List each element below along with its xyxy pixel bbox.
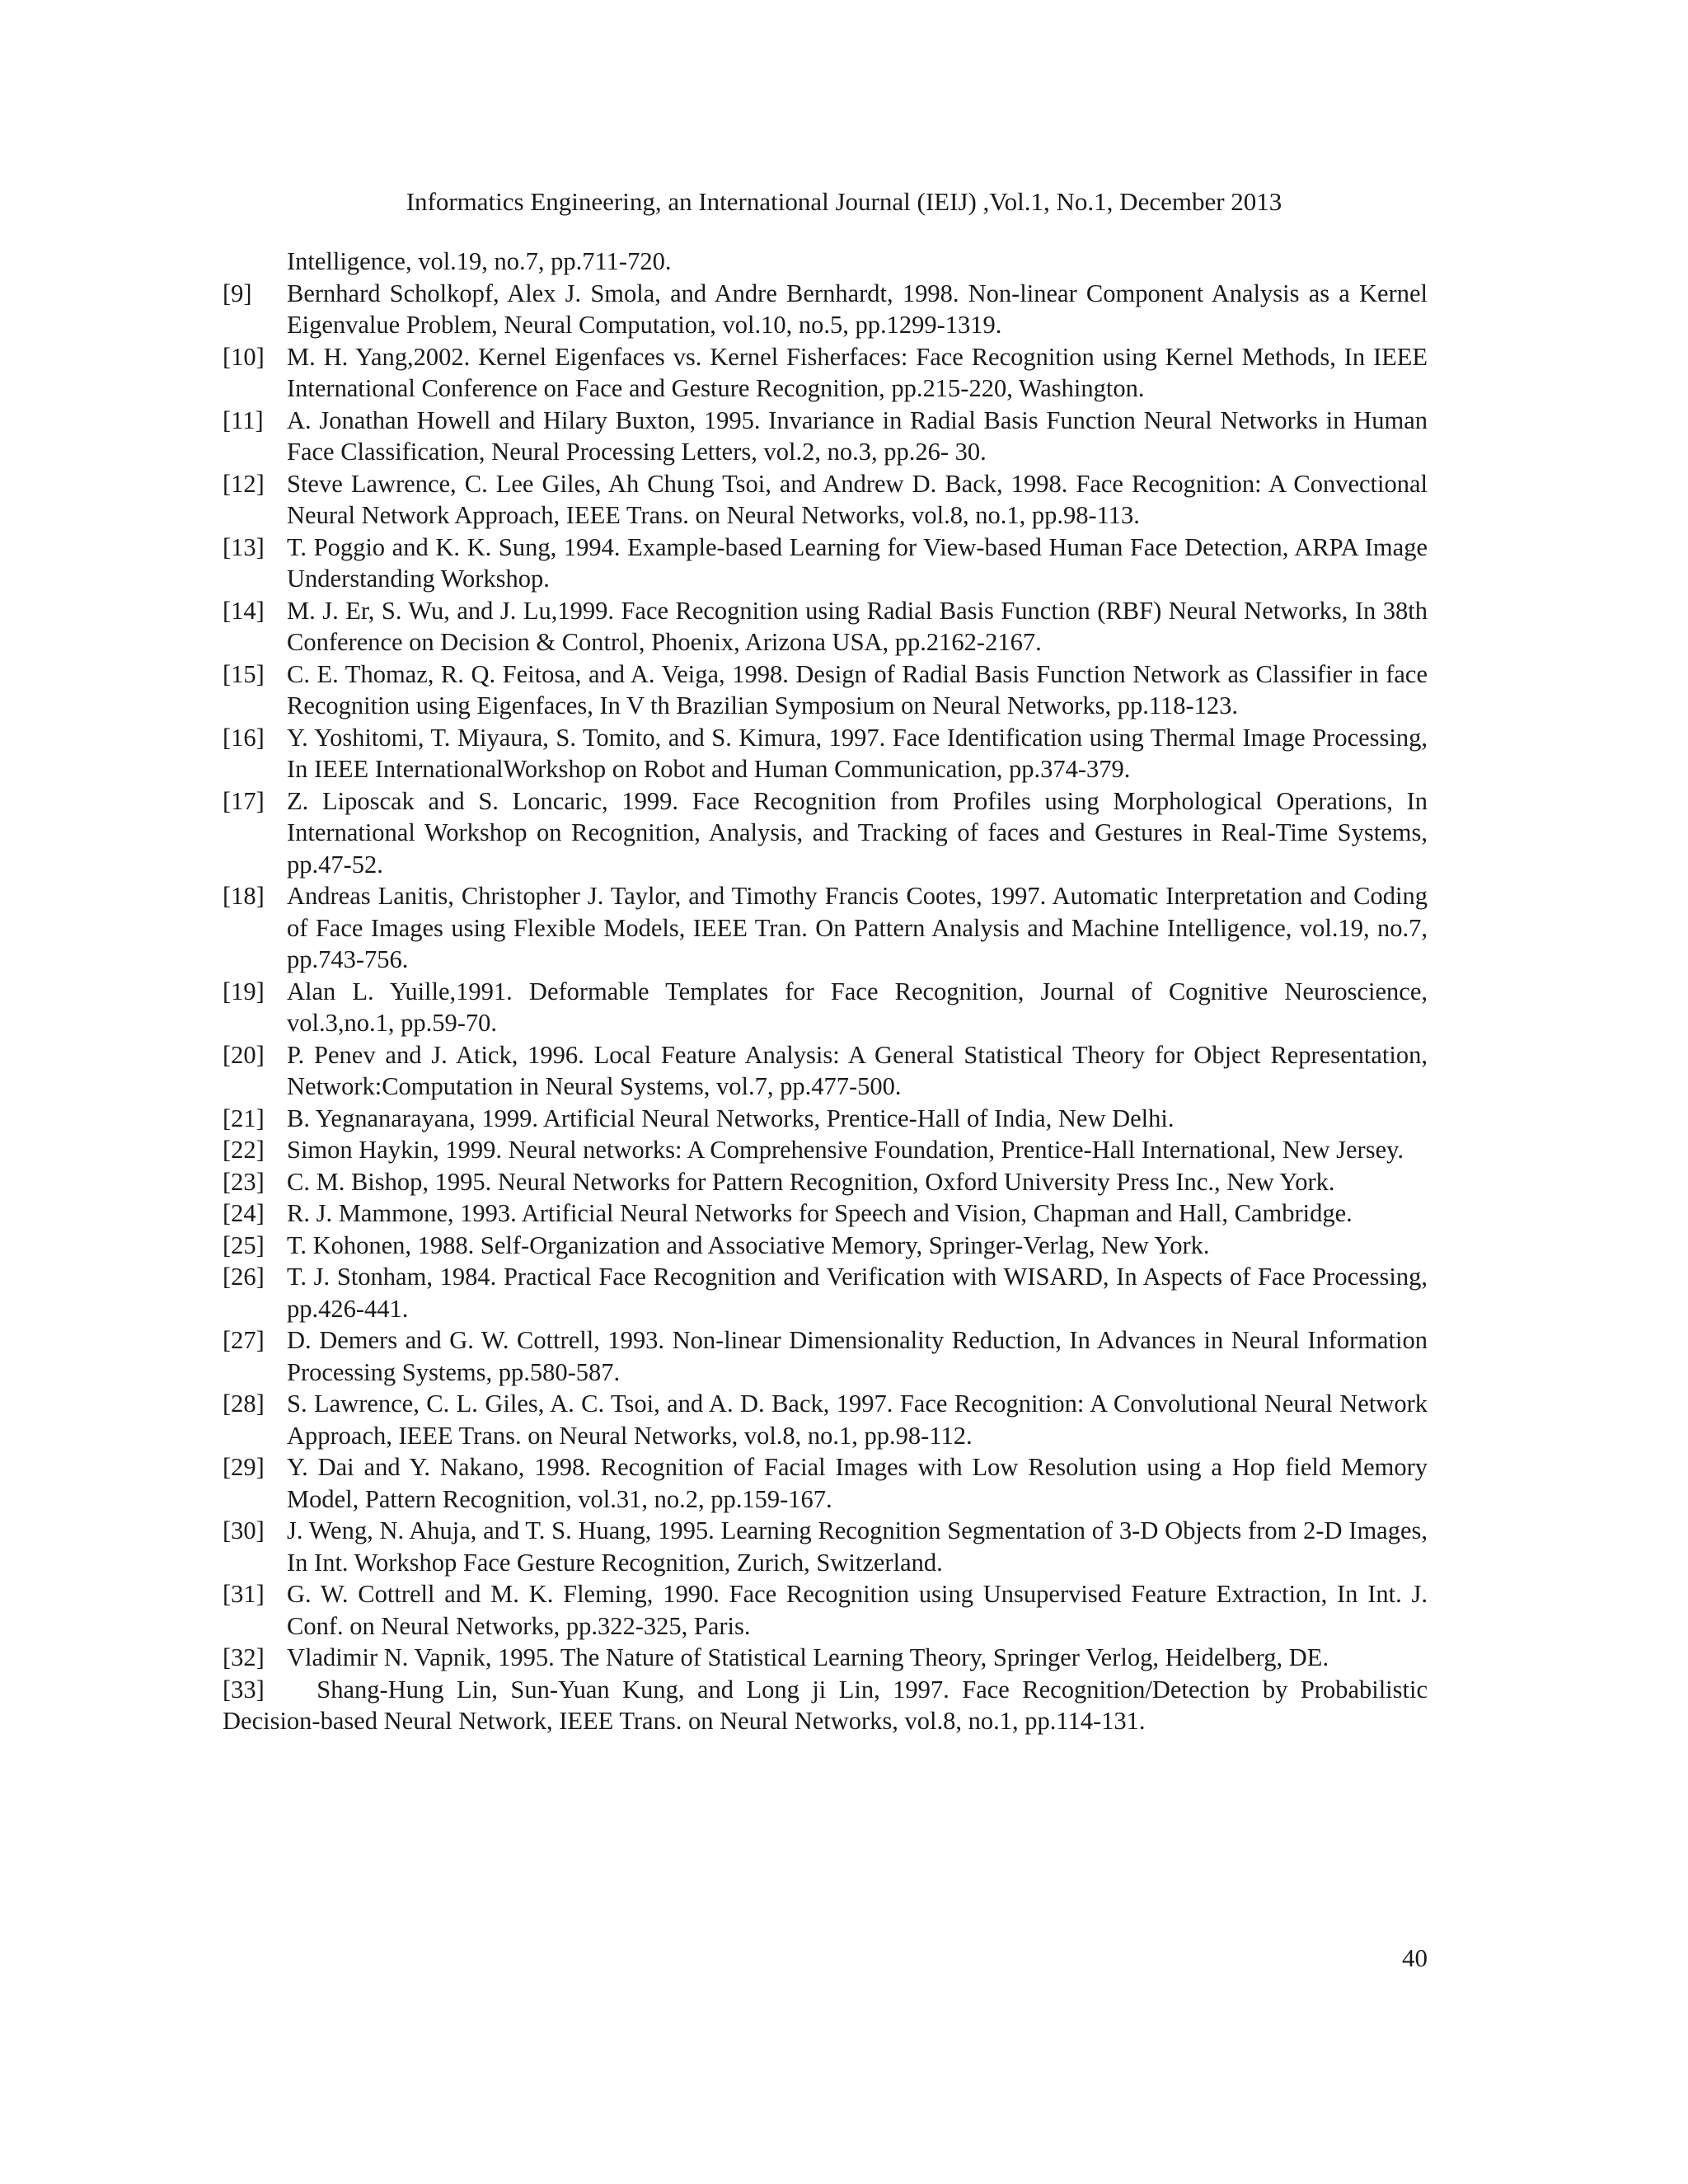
reference-number: [22] <box>223 1136 265 1164</box>
reference-text: Andreas Lanitis, Christopher J. Taylor, and Timothy Francis Cootes, 1997. Automatic Interpretation and Coding of Face Images using Flexible Models, IEEE Tran. On Pattern Analysis and Machine Intelligence, vol.19, no.7, pp.743-756. <box>287 882 1428 973</box>
reference-number: [13] <box>223 532 265 561</box>
reference-number: [26] <box>223 1263 265 1291</box>
reference-item <box>223 1134 1428 1166</box>
reference-text: B. Yegnanarayana, 1999. Artificial Neural Networks, Prentice-Hall of India, New Delhi. <box>287 1104 1175 1132</box>
reference-item <box>223 976 1428 1039</box>
reference-number: [12] <box>223 469 265 498</box>
reference-number: [19] <box>223 977 265 1005</box>
reference-number: [20] <box>223 1040 265 1069</box>
reference-item <box>223 1103 1428 1135</box>
reference-text: C. M. Bishop, 1995. Neural Networks for Pattern Recognition, Oxford University Press Inc., New York. <box>287 1167 1335 1196</box>
reference-text: T. Kohonen, 1988. Self-Organization and Associative Memory, Springer-Verlag, New York. <box>287 1230 1210 1259</box>
reference-item <box>223 1261 1428 1324</box>
reference-text: M. H. Yang,2002. Kernel Eigenfaces vs. Kernel Fisherfaces: Face Recognition using Kernel Methods, In IEEE International Conference on Face and Gesture Recognition, pp.215-220, Washington. <box>287 342 1428 402</box>
reference-text: R. J. Mammone, 1993. Artificial Neural Networks for Speech and Vision, Chapman and Hall, Cambridge. <box>287 1199 1353 1227</box>
reference-item <box>223 1642 1428 1674</box>
page-number: 40 <box>1402 1943 1428 1972</box>
reference-text: C. E. Thomaz, R. Q. Feitosa, and A. Veiga, 1998. Design of Radial Basis Function Network as Classifier in face Recognition using Eigenfaces, In V th Brazilian Symposium on Neural Networks, pp.118-123. <box>287 659 1428 719</box>
reference-item <box>223 880 1428 976</box>
reference-continuation: Intelligence, vol.19, no.7, pp.711-720. <box>287 247 672 275</box>
reference-text: D. Demers and G. W. Cottrell, 1993. Non-linear Dimensionality Reduction, In Advances in Neural Information Processing Systems, pp.580-587. <box>287 1326 1428 1386</box>
reference-number: [30] <box>223 1516 265 1544</box>
reference-text: Vladimir N. Vapnik, 1995. The Nature of Statistical Learning Theory, Springer Verlog, Heidelberg, DE. <box>287 1643 1329 1671</box>
reference-text: Steve Lawrence, C. Lee Giles, Ah Chung Tsoi, and Andrew D. Back, 1998. Face Recognition: A Convectional Neural Network Approach, IEEE Trans. on Neural Networks, vol.8, no.1, pp.98-113. <box>287 469 1428 529</box>
reference-number: [9] <box>223 279 252 307</box>
reference-text: M. J. Er, S. Wu, and J. Lu,1999. Face Recognition using Radial Basis Function (RBF) Neural Networks, In 38th Conference on Decision & Control, Phoenix, Arizona USA, pp.2162-2167. <box>287 596 1428 656</box>
reference-item <box>223 595 1428 658</box>
reference-text: Z. Liposcak and S. Loncaric, 1999. Face Recognition from Profiles using Morphological Operations, In International Workshop on Recognition, Analysis, and Tracking of faces and Gestures in Real-Time Systems, pp.47-52. <box>287 786 1428 879</box>
reference-number: [21] <box>223 1104 265 1132</box>
reference-item <box>223 722 1428 785</box>
running-header: Informatics Engineering, an International Journal (IEIJ) ,Vol.1, No.1, December 2013 <box>406 187 1282 216</box>
reference-item <box>223 1451 1428 1515</box>
reference-text: S. Lawrence, C. L. Giles, A. C. Tsoi, and A. D. Back, 1997. Face Recognition: A Convolutional Neural Network Approach, IEEE Trans. on Neural Networks, vol.8, no.1, pp.98-112. <box>287 1390 1428 1450</box>
reference-item <box>223 405 1428 468</box>
reference-text: P. Penev and J. Atick, 1996. Local Feature Analysis: A General Statistical Theory for Object Representation, Network:Computation in Neural Systems, vol.7, pp.477-500. <box>287 1040 1428 1100</box>
reference-number: [16] <box>223 723 265 752</box>
reference-item <box>223 1166 1428 1198</box>
reference-item <box>223 1039 1428 1103</box>
reference-item <box>223 1515 1428 1578</box>
reference-text: Y. Yoshitomi, T. Miyaura, S. Tomito, and S. Kimura, 1997. Face Identification using Thermal Image Processing, In IEEE InternationalWorkshop on Robot and Human Communication, pp.374-379. <box>287 723 1428 783</box>
reference-text: Bernhard Scholkopf, Alex J. Smola, and Andre Bernhardt, 1998. Non-linear Component Analysis as a Kernel Eigenvalue Problem, Neural Computation, vol.10, no.5, pp.1299-1319. <box>287 279 1428 339</box>
reference-number: [18] <box>223 882 265 910</box>
reference-number: [32] <box>223 1643 265 1671</box>
reference-text: A. Jonathan Howell and Hilary Buxton, 1995. Invariance in Radial Basis Function Neural Networks in Human Face Classification, Neural Processing Letters, vol.2, no.3, pp.26- 30. <box>287 405 1428 466</box>
reference-item <box>223 532 1428 595</box>
reference-number: [29] <box>223 1453 265 1481</box>
reference-text: J. Weng, N. Ahuja, and T. S. Huang, 1995. Learning Recognition Segmentation of 3-D Objects from 2-D Images, In Int. Workshop Face Gesture Recognition, Zurich, Switzerland. <box>287 1516 1428 1577</box>
reference-number: [24] <box>223 1199 265 1227</box>
reference-item <box>223 278 1428 341</box>
reference-text: Simon Haykin, 1999. Neural networks: A Comprehensive Foundation, Prentice-Hall International, New Jersey. <box>287 1136 1404 1164</box>
reference-number: [33] <box>223 1675 265 1704</box>
reference-item <box>223 658 1428 722</box>
reference-item <box>223 1388 1428 1451</box>
reference-number: [28] <box>223 1390 265 1418</box>
reference-item <box>223 1324 1428 1388</box>
reference-list <box>223 246 1428 1737</box>
reference-item <box>223 1230 1428 1262</box>
reference-item <box>223 1578 1428 1642</box>
reference-number: [25] <box>223 1230 265 1259</box>
reference-item <box>223 341 1428 405</box>
reference-number: [27] <box>223 1326 265 1354</box>
reference-number: [17] <box>223 786 265 815</box>
reference-number: [15] <box>223 659 265 688</box>
reference-text: T. Poggio and K. K. Sung, 1994. Example-based Learning for View-based Human Face Detection, ARPA Image Understanding Workshop. <box>287 532 1428 593</box>
reference-text: Shang-Hung Lin, Sun-Yuan Kung, and Long ji Lin, 1997. Face Recognition/Detection by Probabilistic Decision-based Neural Network, IEEE Trans. on Neural Networks, vol.8, no.1, pp.114-131. <box>223 1675 1428 1735</box>
reference-number: [23] <box>223 1167 265 1196</box>
reference-item <box>223 1197 1428 1230</box>
reference-item <box>223 785 1428 881</box>
reference-text: T. J. Stonham, 1984. Practical Face Recognition and Verification with WISARD, In Aspects of Face Processing, pp.426-441. <box>287 1263 1428 1323</box>
reference-number: [14] <box>223 596 265 625</box>
reference-text: G. W. Cottrell and M. K. Fleming, 1990. Face Recognition using Unsupervised Feature Extraction, In Int. J. Conf. on Neural Networks, pp.322-325, Paris. <box>287 1580 1428 1640</box>
reference-number: [10] <box>223 342 265 371</box>
reference-item <box>223 468 1428 532</box>
reference-text: Alan L. Yuille,1991. Deformable Templates for Face Recognition, Journal of Cognitive Neuroscience, vol.3,no.1, pp.59-70. <box>287 977 1428 1037</box>
reference-number: [31] <box>223 1580 265 1608</box>
reference-number: [11] <box>223 405 264 434</box>
reference-item-last <box>223 1674 1428 1737</box>
reference-text: Y. Dai and Y. Nakano, 1998. Recognition of Facial Images with Low Resolution using a Hop field Memory Model, Pattern Recognition, vol.31, no.2, pp.159-167. <box>287 1453 1428 1513</box>
